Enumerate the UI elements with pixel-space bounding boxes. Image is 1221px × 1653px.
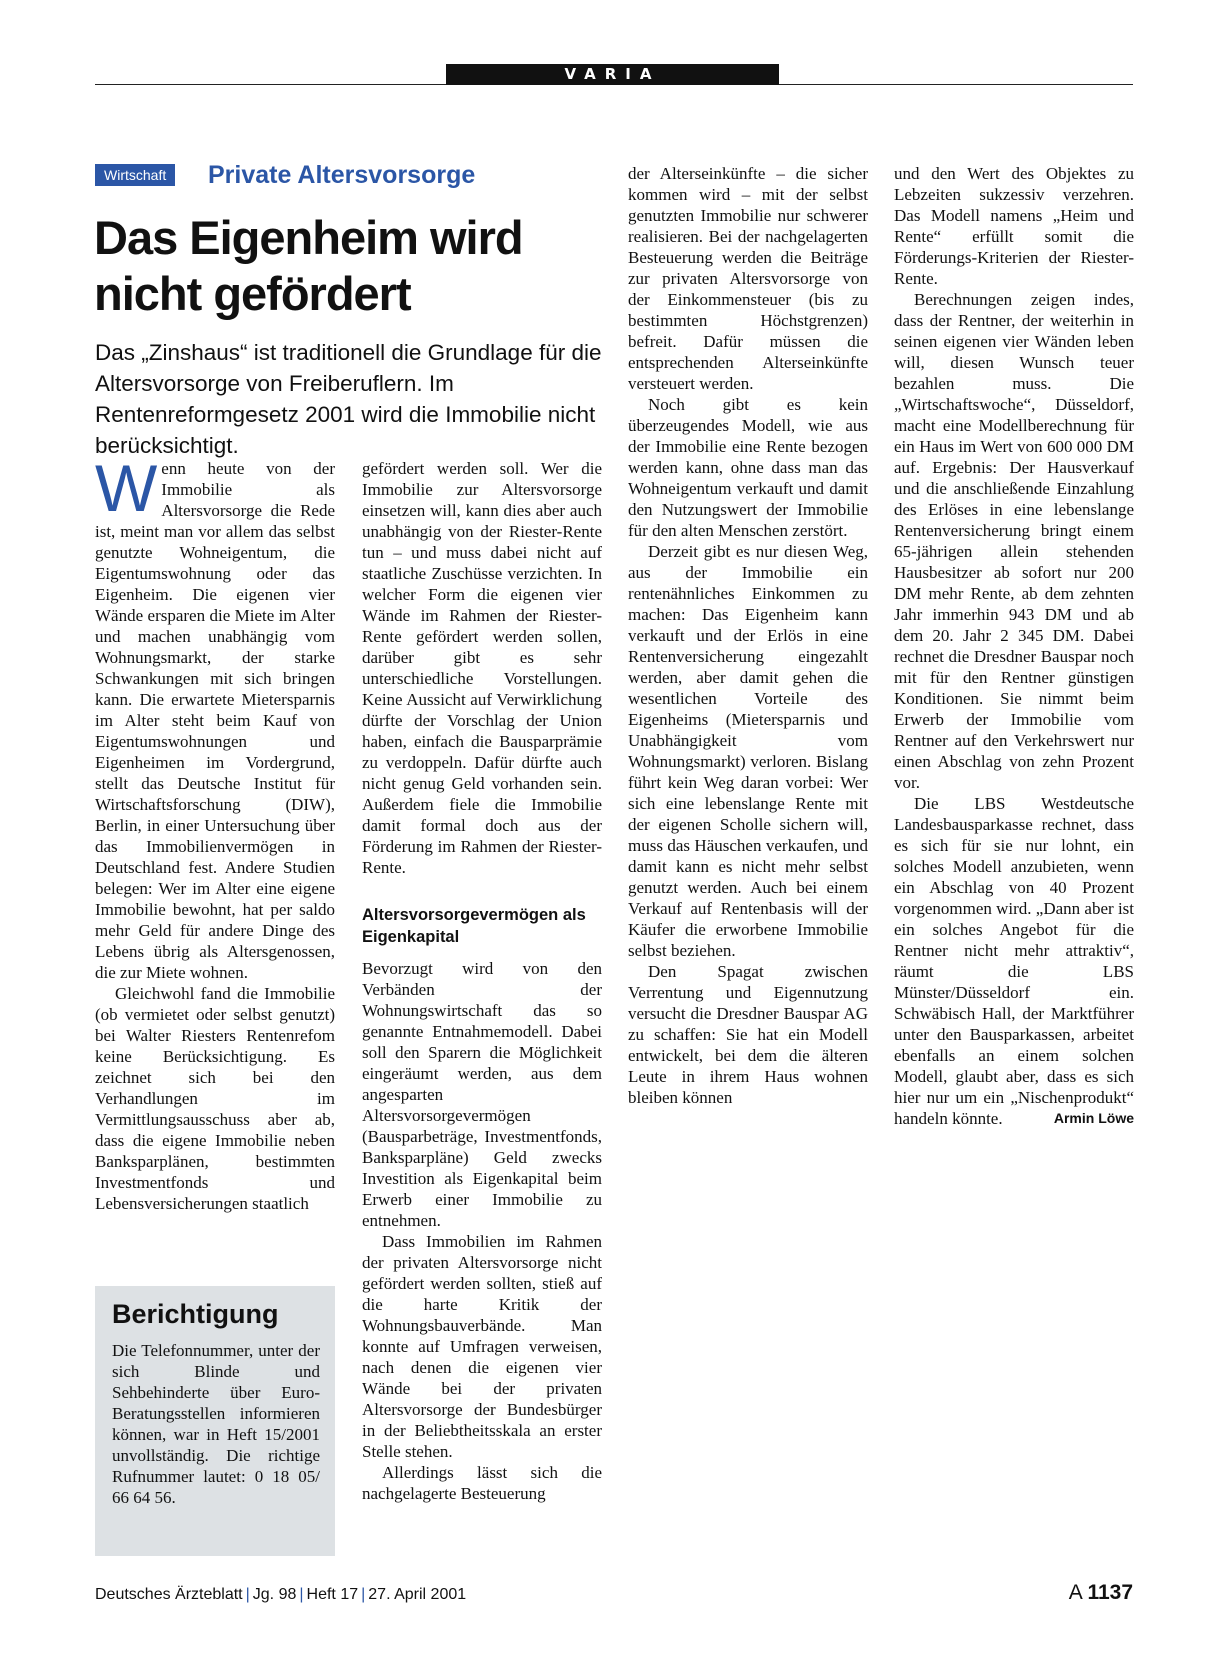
paragraph: Dass Immobilien im Rahmen der privaten Altersvorsorge nicht gefördert werden sollten, stieß auf die harte Kritik der Wohnungsbauverbände. Man konnte auf Umfragen verweisen, nach denen die eigenen vier Wände bei der privaten Altersvorsorge der Bundesbürger in der Beliebtheitsskala an erster Stelle stehen. xyxy=(362,1232,602,1461)
correction-box xyxy=(95,1286,335,1556)
paragraph: Gleichwohl fand die Immobilie (ob vermietet oder selbst genutzt) bei Walter Riesters Rentenrefom keine Berücksichtigung. Es zeichnet sich bei den Verhandlungen im Vermittlungsausschuss aber ab, dass die eigene Immobilie neben Banksparplänen, bestimmten Investmentfonds und Lebensversicherungen staatlich xyxy=(95,984,335,1213)
correction-title: Berichtigung xyxy=(112,1299,279,1329)
paragraph: Derzeit gibt es nur diesen Weg, aus der Immobilie ein rentenähnliches Einkommen zu machen: Das Eigenheim kann verkauft und der Erlös in eine Rentenversicherung eingezahlt werden, aber damit gehen die wesentlichen Vorteile des Eigenheims (Mietersparnis und Unabhängigkeit vom Wohnungsmarkt) verloren. Bislang führt kein Weg daran vorbei: Wer sich eine lebenslange Rente mit der eigenen Scholle sichern will, muss das Häuschen verkaufen, und damit kann es nicht mehr selbst genutzt werden. Auch bei einem Verkauf auf Rentenbasis will der Käufer die erworbene Immobilie selbst beziehen. xyxy=(628,542,868,960)
paragraph: Noch gibt es kein überzeugendes Modell, wie aus der Immobilie eine Rente bezogen werden kann, ohne dass man das Wohneigentum verkauft und damit den Nutzungswert der Immobilie für den alten Menschen zerstört. xyxy=(628,395,868,540)
column-4 xyxy=(894,163,1134,1223)
paragraph-text: enn heute von der Immobilie als Altersvorsorge die Rede ist, meint man vor allem das selbst genutzte Wohneigentum, die Eigentumswohnung oder das Eigenheim. Die eigenen vier Wände ersparen die Miete im Alter und machen unabhängig vom Wohnungsmarkt, der starke Schwankungen mit sich bringen kann. Die erwartete Mietersparnis im Alter steht beim Kauf von Eigentumswohnungen und Eigenheimen im Vordergrund, stellt das Deutsche Institut für Wirtschaftsforschung (DIW), Berlin, in einer Untersuchung über das Immobilienvermögen in Deutschland fest. Andere Studien belegen: Wer im Alter eine eigene Immobilie bewohnt, hat per saldo mehr Geld für andere Dinge des Lebens übrig als Altersgenossen, die zur Miete wohnen. xyxy=(95,459,335,982)
separator: | xyxy=(361,1586,366,1603)
page-number xyxy=(1069,1580,1133,1606)
separator: | xyxy=(245,1586,250,1603)
author-byline: Armin Löwe xyxy=(1053,1110,1134,1126)
issue: Heft 17 xyxy=(306,1586,359,1603)
paragraph xyxy=(95,458,335,983)
paragraph: der Alterseinkünfte – die sicher kommen wird – mit der selbst genutzten Immobilie nur schwerer realisieren. Bei der nachgelagerten Besteuerung werden die Beiträge zur privaten Altersvorsorge von der Einkommensteuer (bis zu bestimmten Höchstgrenzen) befreit. Dafür müssen die entsprechenden Alterseinkünfte versteuert werden. xyxy=(628,164,868,393)
paragraph: gefördert werden soll. Wer die Immobilie zur Altersvorsorge einsetzen will, kann dies aber auch unabhängig von der Riester-Rente tun – und muss dabei nicht auf staatliche Zuschüsse verzichten. In welcher Form die eigenen vier Wände im Rahmen der Riester-Rente gefördert werden sollen, darüber gibt es sehr unterschiedliche Vorstellungen. Keine Aussicht auf Verwirklichung dürfte der Vorschlag der Union haben, einfach die Bausparprämie zu verdoppeln. Dafür dürfte auch nicht genug Geld vorhanden sein. Außerdem fiele die Immobilie damit formal doch aus der Förderung im Rahmen der Riester-Rente. xyxy=(362,459,602,877)
paragraph xyxy=(894,793,1134,1129)
page-prefix: A xyxy=(1068,1581,1082,1604)
column-2 xyxy=(362,458,602,1558)
paragraph-text: Die LBS Westdeutsche Landesbausparkasse rechnet, dass es sich für sie nur lohnt, ein solches Modell anzubieten, wenn ein Abschlag von 40 Prozent vorgenommen wird. „Dann aber ist ein solches Angebot für die Rentner nicht mehr attraktiv“, räumt die LBS Münster/Düsseldorf ein. Schwäbisch Hall, der Marktführer unter den Bausparkassen, arbeitet ebenfalls an einem solchen Modell, glaubt aber, dass es sich hier nur um ein „Nischenprodukt“ handeln könnte. xyxy=(894,794,1134,1128)
footer-citation xyxy=(95,1585,466,1605)
paragraph: Berechnungen zeigen indes, dass der Rentner, der weiterhin in seinen eigenen vier Wänden leben will, diesen Wunsch teuer bezahlen muss. Die „Wirtschaftswoche“, Düsseldorf, macht eine Modellberechnung für ein Haus im Wert von 600 000 DM auf. Ergebnis: Der Hausverkauf und die anschließende Einzahlung des Erlöses in eine lebenslange Rentenversicherung bringt einem 65-jährigen allein stehenden Hausbesitzer ab sofort nur 200 DM mehr Rente, ab dem zehnten Jahr immerhin 943 DM und ab dem 20. Jahr 2 345 DM. Dabei rechnet die Dresdner Bauspar noch mit für den Rentner günstigen Konditionen. Sie nimmt beim Erwerb der Immobilie vom Rentner auf den Verkehrswert nur einen Abschlag von zehn Prozent vor. xyxy=(894,290,1134,792)
kicker-title: Private Altersvorsorge xyxy=(208,161,476,189)
subheading: Altersvorsorgevermögen als Eigenkapital xyxy=(362,906,586,946)
drop-cap: W xyxy=(95,458,158,525)
paragraph: und den Wert des Objektes zu Lebzeiten sukzessiv verzehren. Das Modell namens „Heim und Rente“ erfüllt somit die Förderungs-Kriterien der Riester-Rente. xyxy=(894,164,1134,288)
paragraph: Allerdings lässt sich die nachgelagerte Besteuerung xyxy=(362,1463,602,1503)
separator: | xyxy=(299,1586,304,1603)
correction-text: Die Telefonnummer, unter der sich Blinde und Sehbehinderte über Euro-Beratungsstellen informieren können, war in Heft 15/2001 unvollständig. Die richtige Rufnummer lautet: 0 18 05/ 66 64 56. xyxy=(112,1341,320,1507)
category-badge: Wirtschaft xyxy=(95,164,175,186)
paragraph: Bevorzugt wird von den Verbänden der Wohnungswirtschaft das so genannte Entnahmemodell. Dabei soll den Sparern die Möglichkeit eingeräumt werden, aus dem angesparten Altersvorsorgevermögen (Bausparbeträge, Investmentfonds, Banksparpläne) Geld zwecks Investition als Eigenkapital beim Erwerb einer Immobilie zu entnehmen. xyxy=(362,959,602,1230)
column-3 xyxy=(628,163,868,1223)
article-lead: Das „Zinshaus“ ist traditionell die Grundlage für die Altersvorsorge von Freiberuflern. Im Rentenreformgesetz 2001 wird die Immobilie nicht berücksichtigt. xyxy=(95,340,602,458)
article-headline: Das Eigenheim wird nicht gefördert xyxy=(94,211,523,320)
paragraph: Den Spagat zwischen Verrentung und Eigennutzung versucht die Dresdner Bauspar AG zu schaffen: Sie hat ein Modell entwickelt, bei dem die älteren Leute in ihrem Haus wohnen bleiben können xyxy=(628,962,868,1107)
column-1 xyxy=(95,458,335,1264)
volume: Jg. 98 xyxy=(252,1586,297,1603)
issue-date: 27. April 2001 xyxy=(368,1586,467,1603)
page-number-value: 1137 xyxy=(1087,1581,1133,1604)
journal-name: Deutsches Ärzteblatt xyxy=(95,1586,243,1603)
section-label: VARIA xyxy=(446,64,779,85)
